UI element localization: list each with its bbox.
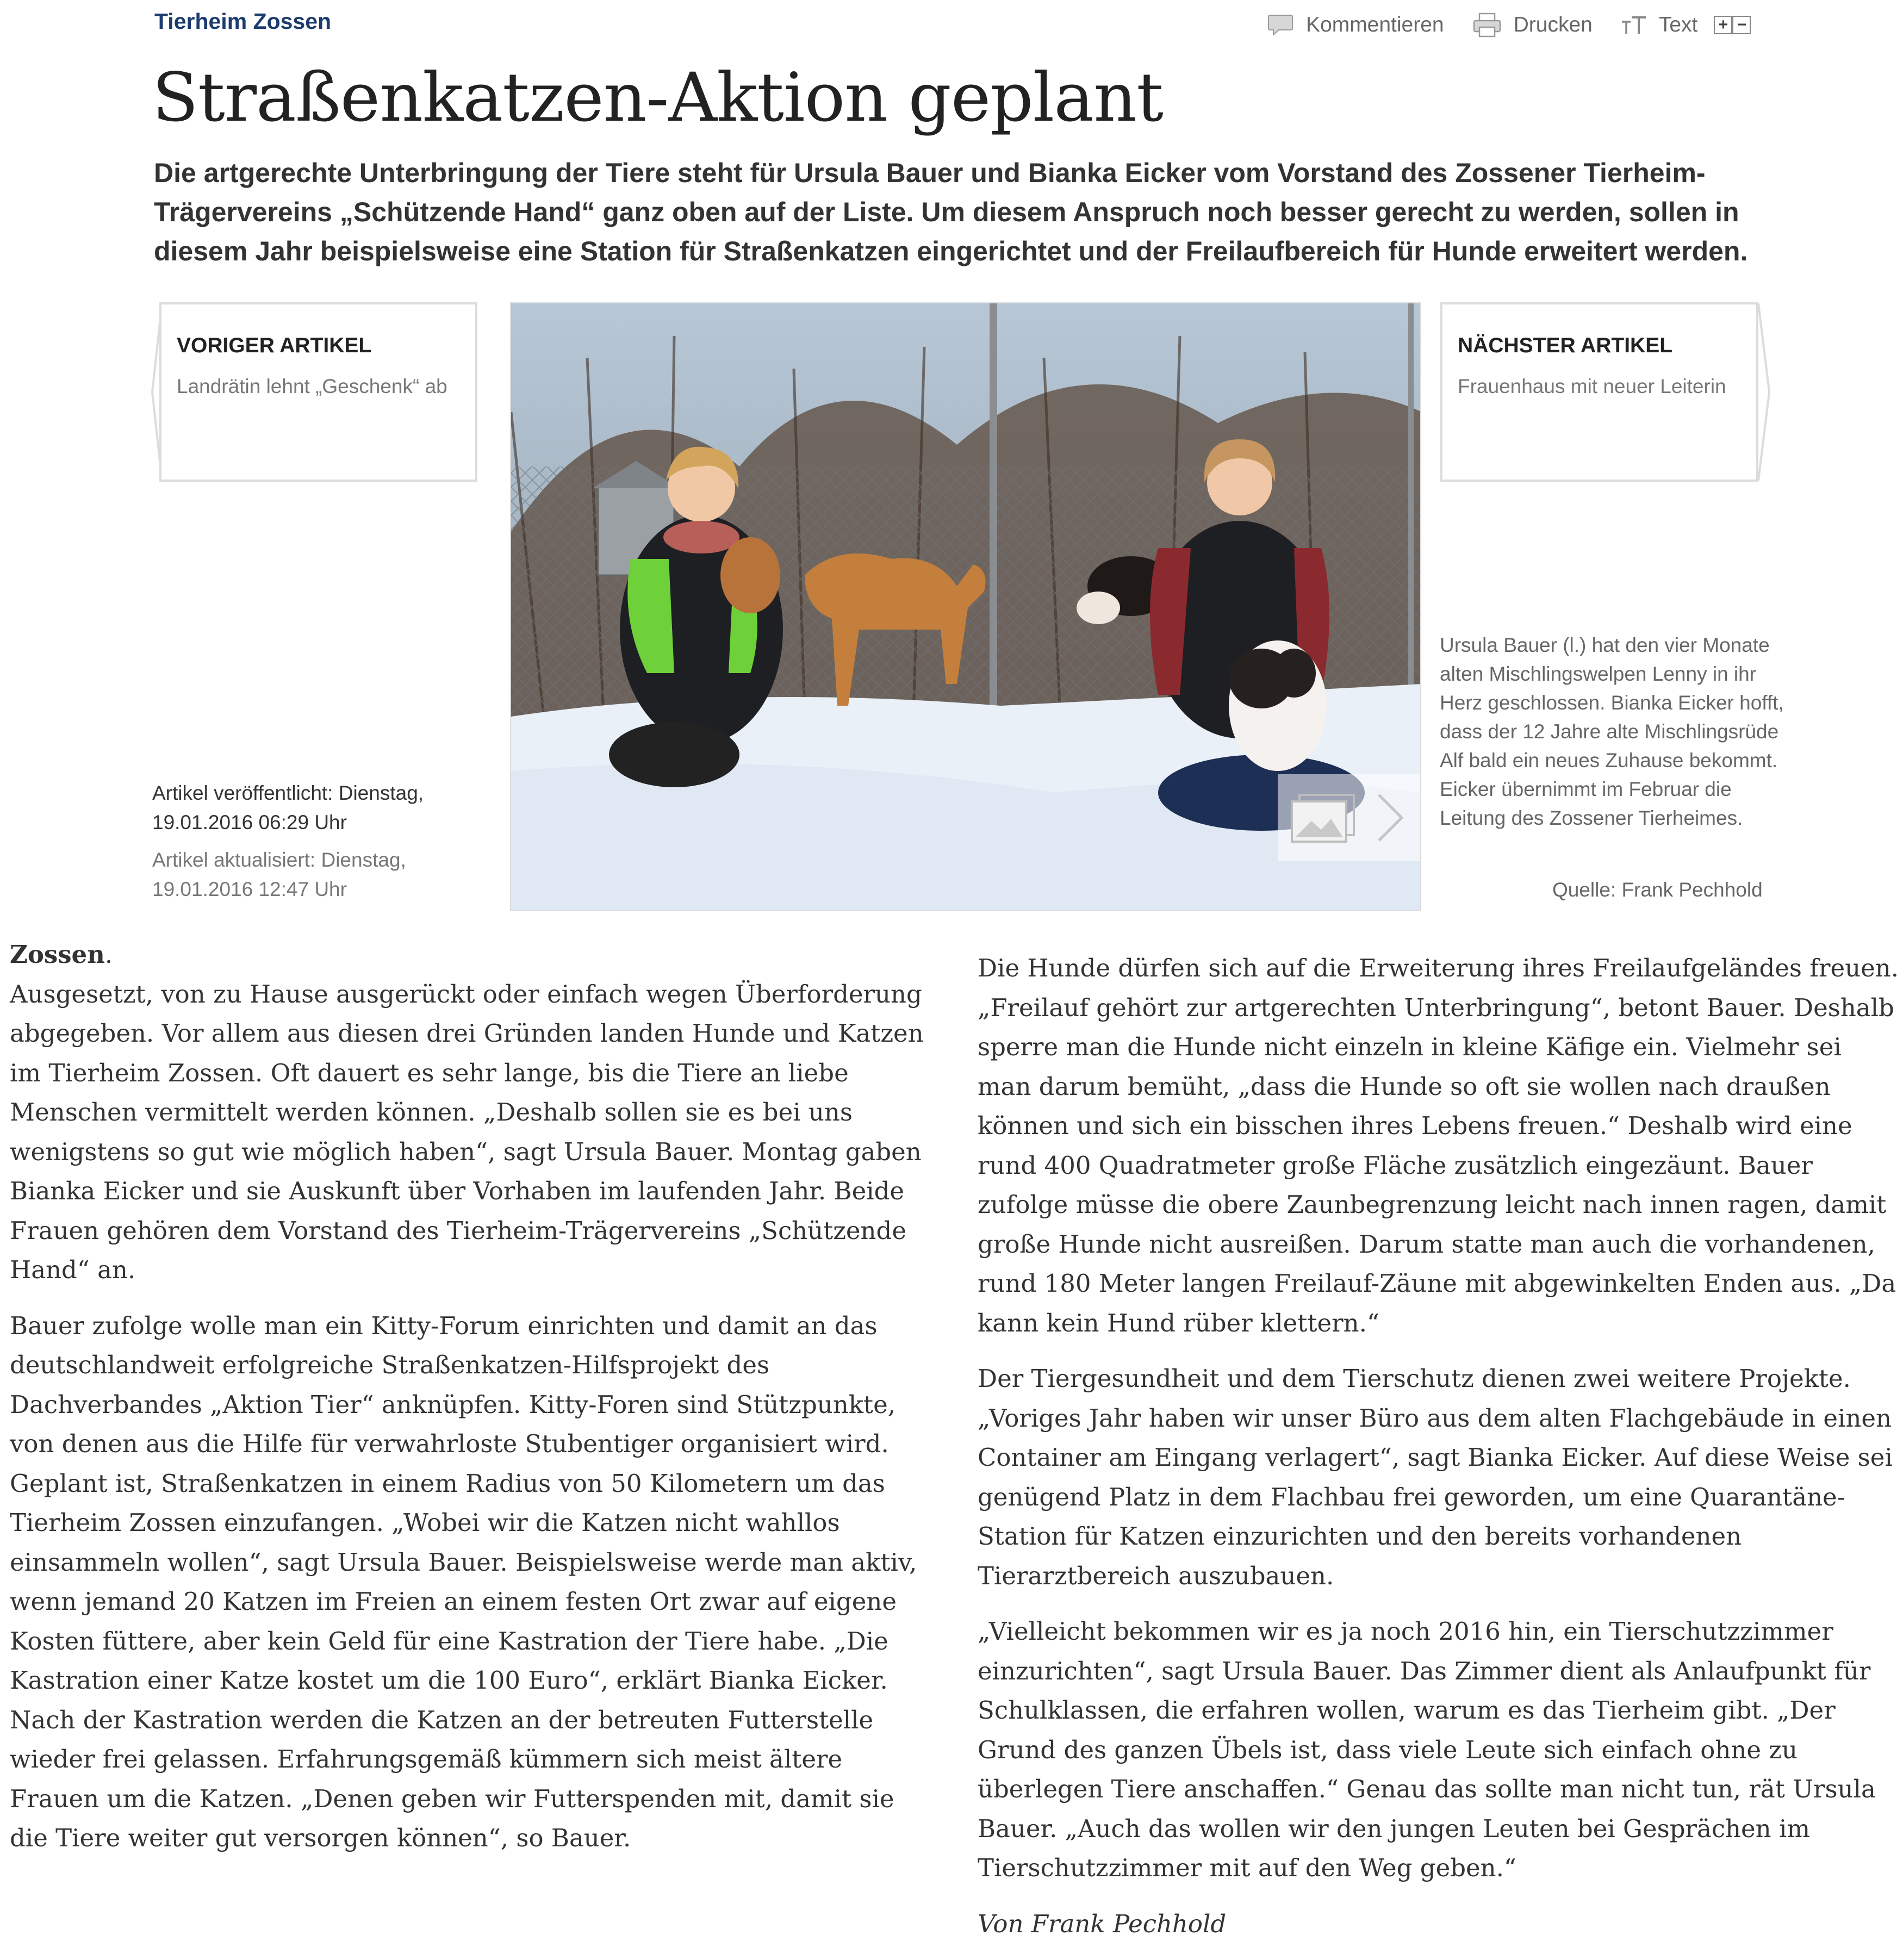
dateline: Zossen — [10, 940, 105, 969]
next-arrow-shape — [1757, 302, 1771, 482]
published-date: Artikel veröffentlicht: Dienstag, 19.01.2016 06:29 Uhr — [152, 782, 424, 833]
print-label: Drucken — [1513, 13, 1593, 36]
increase-text-button[interactable]: + — [1714, 16, 1732, 34]
article-toolbar — [1267, 10, 1751, 40]
paragraph: Bauer zufolge wolle man ein Kitty-Forum einrichten und damit an das deutschlandweit erfolgreiche Straßenkatzen-Hilfsprojekt des Dachverbandes „Aktion Tier“ anknüpfen. Kitty-Foren sind Stützpunkte, von denen aus die Hilfe für verwahrloste Stubentiger organisiert wird. Geplant ist, Straßenkatzen in einem Radius von 50 Kilometern um das Tierheim Zossen einzufangen. „Wobei wir die Katzen nicht wahllos einsammeln wollen“, sagt Ursula Bauer. Beispielsweise werde man aktiv, wenn jemand 20 Katzen im Freien an einem festen Ort zwar auf eigene Kosten füttere, aber kein Geld für eine Kastration der Tiere habe. „Die Kastration einer Katze kostet um die 100 Euro“, erklärt Bianka Eicker. Nach der Kastration werden die Katzen an der betreuten Futterstelle wieder frei gelassen. Erfahrungsgemäß kümmern sich meist ältere Frauen um die Katzen. „Denen geben wir Futterspenden mit, damit sie die Tiere weiter gut versorgen können“, so Bauer. — [10, 1311, 917, 1852]
paragraph: Die Hunde dürfen sich auf die Erweiterung ihres Freilaufgeländes freuen. „Freilauf gehört zur artgerechten Unterbringung“, betont Bauer. Deshalb sperre man die Hunde nicht einzeln in kleine Käfige ein. Vielmehr sei man darum bemüht, „dass die Hunde so oft sie wollen nach draußen können und sich ein bisschen ihres Lebens freuen.“ Deshalb wird eine rund 400 Quadratmeter große Fläche zusätzlich eingezäunt. Bauer zufolge müsse die obere Zaunbegrenzung leicht nach innen ragen, damit große Hunde nicht ausreißen. Darum statte man auch die vorhandenen, rund 180 Meter langen Freilauf-Zäune mit abgewinkelten Enden aus. „Da kann kein Hund rüber klettern.“ — [978, 954, 1899, 1337]
next-article-headline[interactable]: Frauenhaus mit neuer Leiterin — [1458, 375, 1726, 397]
dateline-row: Zossen. — [10, 940, 113, 969]
photo-caption: Ursula Bauer (l.) hat den vier Monate alten Mischlingswelpen Lenny in ihr Herz geschlossen. Bianka Eicker hofft, dass der 12 Jahre alte Mischlingsrüde Alf bald ein neues Zuhause bekommt. Eicker übernimmt im Februar die Leitung des Zossener Tierheimes. — [1440, 634, 1784, 829]
comment-button[interactable] — [1267, 13, 1444, 37]
article-body-right — [978, 949, 1902, 1960]
section-kicker[interactable]: Tierheim Zossen — [154, 9, 332, 34]
previous-article-headline[interactable]: Landrätin lehnt „Geschenk“ ab — [177, 375, 447, 397]
previous-article-link[interactable] — [159, 302, 477, 482]
article-author: Von Frank Pechhold — [978, 1909, 1227, 1938]
previous-article-title: VORIGER ARTIKEL — [177, 334, 372, 357]
article-headline: Straßenkatzen-Aktion geplant — [152, 59, 1163, 137]
next-article-link[interactable] — [1440, 302, 1758, 482]
paragraph: Der Tiergesundheit und dem Tierschutz dienen zwei weitere Projekte. „Voriges Jahr haben wir unser Büro aus dem alten Flachgebäude in einen Container am Eingang verlagert“, sagt Bianka Eicker. Auf diese Weise sei genügend Platz in dem Flachbau frei geworden, um eine Quarantäne-Station für Katzen einzurichten und den bereits vorhandenen Tierarztbereich auszubauen. — [978, 1364, 1893, 1590]
article-lead: Die artgerechte Unterbringung der Tiere steht für Ursula Bauer und Bianka Eicker vom Vorstand des Zossener Tierheim-Trägervereins „Schützende Hand“ ganz oben auf der Liste. Um diesem Anspruch noch besser gerecht zu werden, sollen in diesem Jahr beispielsweise eine Station für Straßenkatzen eingerichtet und der Freilaufbereich für Hunde erweitert werden. — [154, 158, 1748, 266]
text-size-label: Text — [1658, 13, 1698, 36]
printer-icon — [1472, 12, 1502, 38]
print-button[interactable] — [1472, 12, 1593, 38]
next-article-title: NÄCHSTER ARTIKEL — [1458, 334, 1673, 357]
text-size-control — [1621, 13, 1751, 37]
chevron-right-icon[interactable] — [1373, 792, 1406, 844]
photo-source: Quelle: Frank Pechhold — [1552, 879, 1763, 901]
gallery-icon — [1288, 791, 1358, 845]
updated-date: Artikel aktualisiert: Dienstag, 19.01.2016 12:47 Uhr — [152, 849, 406, 900]
article-photo[interactable] — [510, 302, 1421, 911]
paragraph: Ausgesetzt, von zu Hause ausgerückt oder einfach wegen Überforderung abgegeben. Vor allem aus diesen drei Gründen landen Hunde und Katzen im Tierheim Zossen. Oft dauert es sehr lange, bis die Tiere an liebe Menschen vermittelt werden können. „Deshalb sollen sie es bei uns wenigstens so gut wie möglich haben“, sagt Ursula Bauer. Montag gaben Bianka Eicker und sie Auskunft über Vorhaben im laufenden Jahr. Beide Frauen gehören dem Vorstand des Tierheim-Trägervereins „Schützende Hand“ an. — [10, 979, 924, 1284]
gallery-button[interactable] — [1278, 774, 1420, 861]
comment-icon — [1267, 13, 1294, 37]
decrease-text-button[interactable]: − — [1732, 16, 1751, 34]
paragraph: „Vielleicht bekommen wir es ja noch 2016 hin, ein Tierschutzzimmer einzurichten“, sagt Ursula Bauer. Das Zimmer dient als Anlaufpunkt für Schulklassen, die erfahren wollen, warum es das Tierheim gibt. „Der Grund des ganzen Übels ist, dass viele Leute sich einfach ohne zu überlegen Tiere anschaffen.“ Genau das sollte man nicht tun, rät Ursula Bauer. „Auch das wollen wir den jungen Leuten bei Gesprächen im Tierschutzzimmer mit auf den Weg geben.“ — [978, 1617, 1876, 1882]
comment-label: Kommentieren — [1306, 13, 1444, 36]
text-size-icon — [1621, 14, 1647, 36]
article-body-left — [10, 935, 934, 1875]
